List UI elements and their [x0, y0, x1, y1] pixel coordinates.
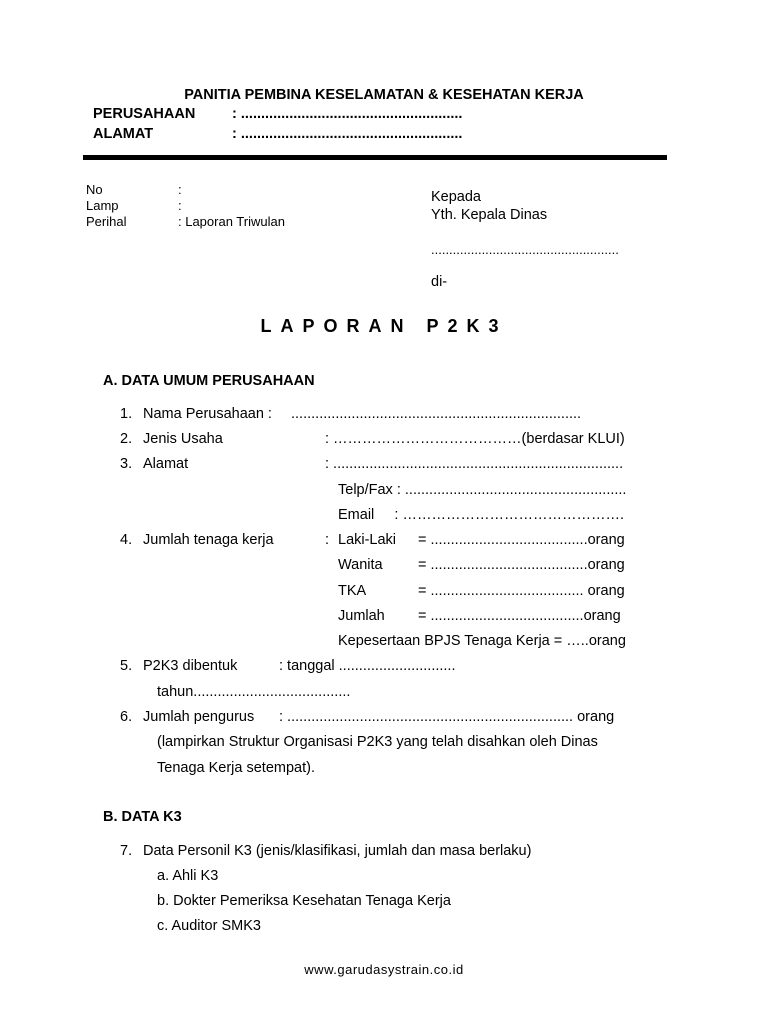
item-number: 2. [120, 431, 133, 447]
lampiran-note-line2: Tenaga Kerja setempat). [157, 760, 315, 776]
jumlah-value: = ......................................orang [418, 608, 621, 624]
item-number: 4. [120, 532, 133, 548]
lampiran-note-line1: (lampirkan Struktur Organisasi P2K3 yang telah disahkan oleh Dinas [157, 734, 598, 750]
report-title: LAPORAN P2K3 [260, 316, 508, 336]
perusahaan-label: PERUSAHAAN [93, 106, 196, 122]
item-number: 7. [120, 843, 133, 859]
perusahaan-value: : ....................................................... [232, 106, 463, 122]
alamat-label: ALAMAT [93, 126, 154, 142]
no-label: No [86, 182, 103, 197]
alamat-value: : ....................................................... [232, 126, 463, 142]
item-number: 1. [120, 406, 133, 422]
lamp-label: Lamp [86, 198, 119, 213]
tka-label: TKA [338, 583, 367, 599]
alamat-item-label: Alamat [143, 456, 189, 472]
yth-text: Yth. Kepala Dinas [431, 207, 548, 223]
wanita-label: Wanita [338, 557, 383, 573]
wanita-value: = .......................................orang [418, 557, 625, 573]
section-b-heading: B. DATA K3 [103, 809, 182, 825]
recipient-dots: .................................................... [431, 242, 619, 257]
item-number: 6. [120, 709, 133, 725]
di-text: di- [431, 274, 448, 290]
committee-title: PANITIA PEMBINA KESELAMATAN & KESEHATAN KERJA [184, 87, 584, 103]
p2k3-dibentuk-label: P2K3 dibentuk [143, 658, 238, 674]
item-number: 5. [120, 658, 133, 674]
lamp-value: : [178, 198, 182, 213]
nama-perusahaan-value: ........................................................................ [291, 406, 582, 422]
laki-laki-label: Laki-Laki [338, 532, 397, 548]
item-number: 3. [120, 456, 133, 472]
perihal-label: Perihal [86, 214, 127, 229]
email-line: Email : ………………………………………. [338, 507, 624, 523]
jenis-usaha-value: : …………………………………(berdasar KLUI) [325, 431, 625, 447]
laki-laki-value: = .......................................orang [418, 532, 625, 548]
jumlah-pengurus-value: : ....................................................................... orang [279, 709, 615, 725]
auditor-smk3-subitem: c. Auditor SMK3 [157, 918, 261, 934]
bpjs-line: Kepesertaan BPJS Tenaga Kerja = …..orang [338, 633, 626, 649]
section-a-heading: A. DATA UMUM PERUSAHAAN [103, 373, 315, 389]
nama-perusahaan-label: Nama Perusahaan : [143, 406, 272, 422]
footer-website: www.garudasystrain.co.id [304, 962, 464, 977]
personil-k3-item: Data Personil K3 (jenis/klasifikasi, jumlah dan masa berlaku) [143, 843, 532, 859]
tenaga-kerja-label: Jumlah tenaga kerja [143, 532, 274, 548]
perihal-value: : Laporan Triwulan [178, 214, 285, 229]
no-value: : [178, 182, 182, 197]
tka-value: = ...................................... orang [418, 583, 625, 599]
kepada-text: Kepada [431, 189, 481, 205]
jumlah-label: Jumlah [338, 608, 385, 624]
telp-fax-line: Telp/Fax : ....................................................... [338, 482, 627, 498]
p2k3-tahun-value: tahun....................................... [157, 684, 351, 700]
p2k3-tanggal-value: : tanggal ............................. [279, 658, 456, 674]
jenis-usaha-label: Jenis Usaha [143, 431, 223, 447]
tenaga-kerja-colon: : [325, 532, 330, 548]
alamat-item-value: : ........................................................................ [325, 456, 624, 472]
ahli-k3-subitem: a. Ahli K3 [157, 868, 219, 884]
header-divider [83, 155, 667, 160]
jumlah-pengurus-label: Jumlah pengurus [143, 709, 255, 725]
dokter-pemeriksa-subitem: b. Dokter Pemeriksa Kesehatan Tenaga Kerja [157, 893, 451, 909]
